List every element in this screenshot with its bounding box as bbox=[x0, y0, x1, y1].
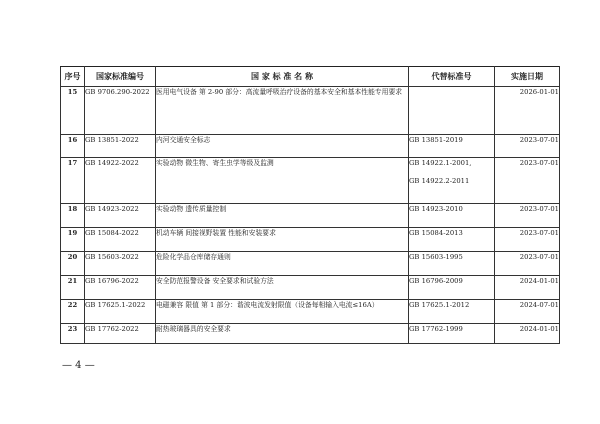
row-code: GB 14923-2022 bbox=[85, 204, 156, 228]
row-seq: 19 bbox=[61, 228, 85, 252]
row-name: 医用电气设备 第 2-90 部分：高流量呼吸治疗设备的基本安全和基本性能专用要求 bbox=[156, 87, 409, 135]
row-replaced bbox=[409, 87, 495, 135]
row-seq: 22 bbox=[61, 300, 85, 324]
header-seq: 序号 bbox=[61, 67, 85, 87]
row-code: GB 13851-2022 bbox=[85, 135, 156, 158]
standards-table bbox=[60, 66, 560, 344]
row-name: 电磁兼容 限值 第 1 部分：谐波电流发射限值（设备每相输入电流≤16A） bbox=[156, 300, 409, 324]
row-code: GB 17625.1-2022 bbox=[85, 300, 156, 324]
row-date: 2023-07-01 bbox=[495, 252, 560, 276]
row-seq: 17 bbox=[61, 158, 85, 204]
row-replaced bbox=[409, 135, 495, 158]
replaced-code: GB 15084-2013 bbox=[409, 229, 463, 237]
header-replaced: 代替标准号 bbox=[409, 67, 495, 87]
header-date: 实施日期 bbox=[495, 67, 560, 87]
row-code: GB 15084-2022 bbox=[85, 228, 156, 252]
row-name: 实验动物 微生物、寄生虫学等级及监测 bbox=[156, 158, 409, 204]
replaced-code: GB 13851-2019 bbox=[409, 136, 463, 144]
header-code: 国家标准编号 bbox=[85, 67, 156, 87]
row-seq: 23 bbox=[61, 324, 85, 344]
table-row bbox=[61, 324, 560, 344]
row-code: GB 17762-2022 bbox=[85, 324, 156, 344]
table-row bbox=[61, 158, 560, 204]
replaced-code: GB 14922.2-2011 bbox=[409, 177, 470, 185]
row-date: 2023-07-01 bbox=[495, 158, 560, 204]
row-seq: 21 bbox=[61, 276, 85, 300]
table-row bbox=[61, 228, 560, 252]
row-date: 2024-01-01 bbox=[495, 276, 560, 300]
row-name: 机动车辆 间接视野装置 性能和安装要求 bbox=[156, 228, 409, 252]
row-code: GB 9706.290-2022 bbox=[85, 87, 156, 135]
row-name: 耐热玻璃器具的安全要求 bbox=[156, 324, 409, 344]
row-date: 2024-01-01 bbox=[495, 324, 560, 344]
row-code: GB 14922-2022 bbox=[85, 158, 156, 204]
table-row bbox=[61, 300, 560, 324]
row-date: 2026-01-01 bbox=[495, 87, 560, 135]
row-code: GB 16796-2022 bbox=[85, 276, 156, 300]
row-date: 2023-07-01 bbox=[495, 228, 560, 252]
row-replaced bbox=[409, 300, 495, 324]
table-row bbox=[61, 204, 560, 228]
row-name: 安全防范报警设备 安全要求和试验方法 bbox=[156, 276, 409, 300]
row-seq: 15 bbox=[61, 87, 85, 135]
row-replaced bbox=[409, 158, 495, 204]
row-date: 2023-07-01 bbox=[495, 135, 560, 158]
row-name: 内河交通安全标志 bbox=[156, 135, 409, 158]
row-seq: 20 bbox=[61, 252, 85, 276]
page-number: — 4 — bbox=[62, 360, 95, 371]
replaced-code: GB 15603-1995 bbox=[409, 253, 463, 261]
replaced-code: GB 14923-2010 bbox=[409, 205, 463, 213]
row-code: GB 15603-2022 bbox=[85, 252, 156, 276]
table-row bbox=[61, 276, 560, 300]
row-replaced bbox=[409, 228, 495, 252]
table-row bbox=[61, 135, 560, 158]
replaced-code: GB 17625.1-2012 bbox=[409, 301, 470, 309]
row-name: 实验动物 遗传质量控制 bbox=[156, 204, 409, 228]
replaced-code: GB 17762-1999 bbox=[409, 325, 463, 333]
header-name: 国 家 标 准 名 称 bbox=[156, 67, 409, 87]
replaced-code: GB 14922.1-2001, bbox=[409, 159, 472, 167]
row-replaced bbox=[409, 324, 495, 344]
row-replaced bbox=[409, 204, 495, 228]
replaced-code: GB 16796-2009 bbox=[409, 277, 463, 285]
row-date: 2024-07-01 bbox=[495, 300, 560, 324]
row-replaced bbox=[409, 276, 495, 300]
row-date: 2023-07-01 bbox=[495, 204, 560, 228]
table-header-row bbox=[61, 67, 560, 87]
table-row bbox=[61, 87, 560, 135]
row-replaced bbox=[409, 252, 495, 276]
table-row bbox=[61, 252, 560, 276]
row-seq: 18 bbox=[61, 204, 85, 228]
row-seq: 16 bbox=[61, 135, 85, 158]
row-name: 危险化学品仓库储存通则 bbox=[156, 252, 409, 276]
